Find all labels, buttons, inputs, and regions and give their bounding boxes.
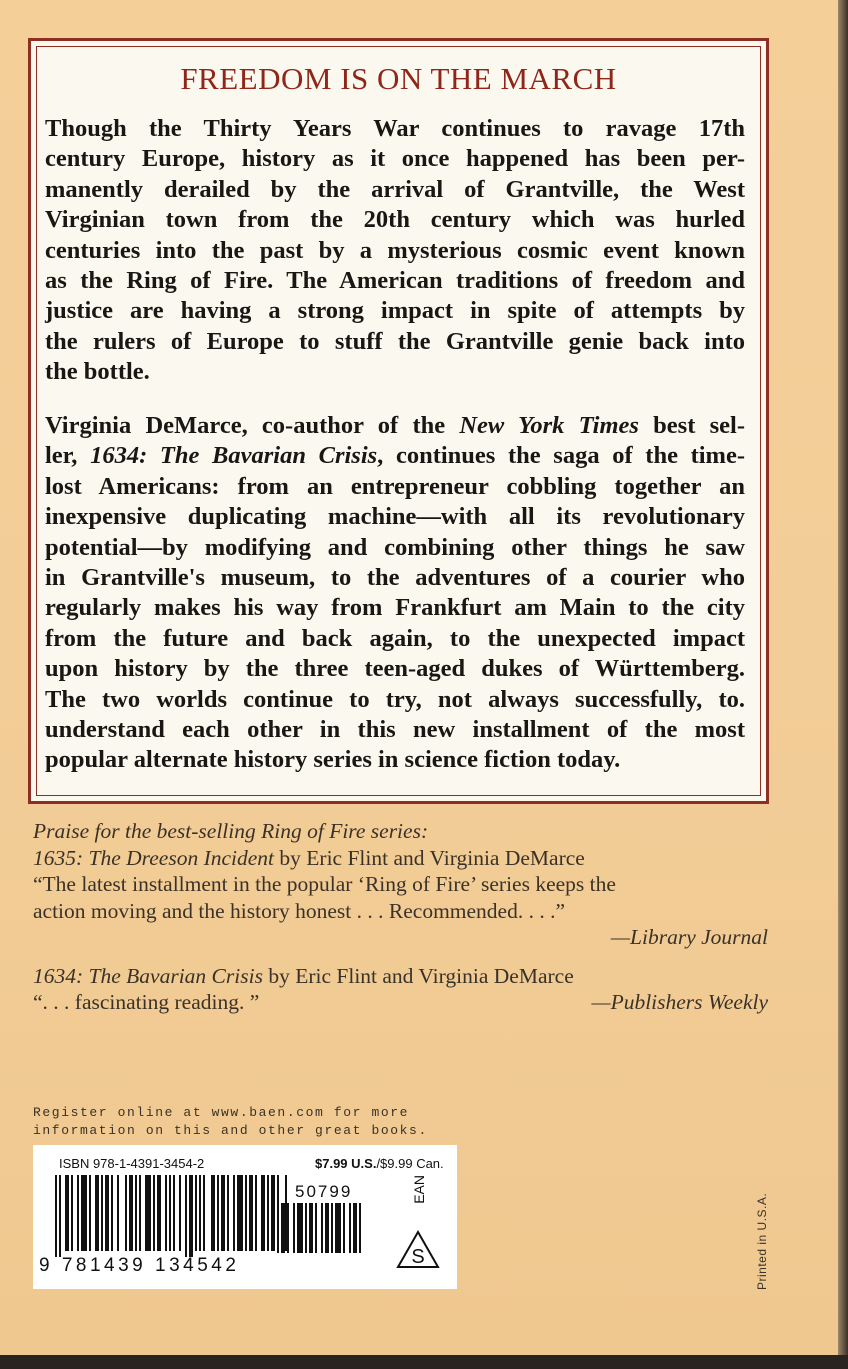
barcode-bar [81,1175,87,1251]
book-title: 1634: The Bavarian Crisis [33,963,263,988]
text: ler, [45,442,91,470]
barcode-bar [139,1175,141,1251]
barcode-bar [335,1203,341,1253]
barcode-bar [305,1203,307,1253]
barcode-bar [55,1175,57,1257]
book-title: 1635: The Dreeson Incident [33,845,275,870]
blurb-line: The two worlds continue to try, not always successfully, to. [45,685,745,713]
blurb-line: lost Americans: from an entrepreneur cobbling together an [45,472,745,500]
barcode-bar [221,1175,225,1251]
blurb-line: in Grantville's museum, to the adventures of a courier who [45,564,745,592]
barcode-bar [203,1175,205,1251]
barcode-bar [309,1203,313,1253]
barcode-bar [287,1203,289,1253]
barcode-bar [157,1175,161,1251]
barcode-bar [95,1175,99,1251]
barcode-bar [145,1175,151,1251]
blurb-line [45,411,745,441]
barcode-bar [117,1175,119,1251]
barcode-bar [105,1175,109,1251]
barcode-bar [189,1175,193,1257]
blurb-line: regularly makes his way from Frankfurt am Main to the city [45,594,745,622]
barcode-bar [173,1175,175,1251]
praise-section [33,818,768,1016]
barcode-box [33,1145,457,1289]
barcode-bar [217,1175,219,1251]
barcode-bar [165,1175,167,1251]
barcode-bar [349,1203,351,1253]
blurb-line: from the future and back again, to the unexpected impact [45,624,745,652]
blurb-line: Though the Thirty Years War continues to ravage 17th [45,115,745,142]
blurb-line: understand each other in this new installment of the most [45,716,745,744]
blurb-line: centuries into the past by a mysterious cosmic event known [45,236,745,264]
ean-label: EAN [411,1175,427,1204]
blurb-frame [28,38,769,804]
barcode-bar [179,1175,181,1251]
barcode-bar [297,1203,303,1253]
blurb-line [45,441,745,471]
barcode-bar [353,1203,357,1253]
barcode-digits: 9 781439 134542 [39,1255,240,1276]
price-can: /$9.99 Can. [376,1156,444,1171]
barcode-bar [153,1175,155,1251]
headline: FREEDOM IS ON THE MARCH [180,61,617,96]
isbn-number: ISBN 978-1-4391-3454-2 [59,1156,205,1171]
text: Virginia DeMarce, co-author of the [45,412,460,439]
blurb-line: century Europe, history as it once happened has been per- [45,145,745,173]
barcode-bar [271,1175,275,1251]
printed-in-label: Printed in U.S.A. [755,1192,769,1290]
barcode-bar [267,1175,269,1251]
price-label [315,1156,444,1171]
ean-barcode-bars [55,1175,287,1257]
barcode-bar [65,1175,69,1251]
barcode-bar [343,1203,345,1253]
barcode-bar [129,1175,133,1251]
barcode-bar [211,1175,215,1251]
addon-price-code: 50799 [295,1182,353,1201]
barcode-bar [325,1203,329,1253]
barcode-bar [233,1175,235,1251]
quote-source: —Library Journal [610,925,768,949]
text: , continues the saga of the time- [377,442,745,470]
newspaper-title: New York Times [459,412,639,439]
blurb-line: upon history by the three teen-aged dukes of Württemberg. [45,655,745,683]
barcode-bar [135,1175,137,1251]
barcode-bar [293,1203,295,1253]
text: best sel- [638,412,745,439]
quote-source: —Publishers Weekly [591,990,768,1014]
praise-book-1 [33,845,768,872]
barcode-bar [59,1175,61,1257]
svg-text:S: S [411,1246,425,1268]
book-title: 1634: The Bavarian Crisis [90,442,378,470]
barcode-bar [111,1175,113,1251]
blurb-line: the bottle. [45,358,150,386]
quote-line: action moving and the history honest . . . Recommended. . . .” [33,898,566,923]
barcode-bar [195,1175,197,1251]
blurb-paragraph-2 [45,411,745,776]
barcode-bar [125,1175,127,1251]
barcode-bar [237,1175,243,1251]
authors: by Eric Flint and Virginia DeMarce [262,963,574,988]
blurb-line: the rulers of Europe to stuff the Grantville genie back into [45,327,745,355]
praise-book-2 [33,963,768,990]
barcode-bar [89,1175,91,1251]
barcode-bar [101,1175,103,1251]
blurb-line: popular alternate history series in science fiction today. [45,746,621,774]
praise-intro: Praise for the best-selling Ring of Fire series: [33,819,429,843]
barcode-bar [71,1175,73,1251]
register-notice [33,1104,428,1140]
barcode-bar [281,1203,285,1253]
barcode-bar [77,1175,79,1251]
blurb-line: as the Ring of Fire. The American traditions of freedom and [45,267,745,295]
barcode-bar [331,1203,333,1253]
barcode-bar [255,1175,257,1251]
price-us: $7.99 U.S. [315,1156,377,1171]
barcode-bar [359,1203,361,1253]
barcode-bar [321,1203,323,1253]
addon-barcode-bars [277,1203,377,1259]
barcode-bar [261,1175,265,1251]
blurb-line: manently derailed by the arrival of Grantville, the West [45,175,745,203]
blurb-paragraph-1 [45,114,745,388]
quote-line: “The latest installment in the popular ‘Ring of Fire’ series keeps the [33,872,616,896]
quote-line: “. . . fascinating reading. ” [33,990,260,1014]
barcode-bar [227,1175,229,1251]
quote-row [33,989,768,1016]
barcode-bar [277,1203,279,1253]
register-line: Register online at www.baen.com for more [33,1105,410,1120]
spacer [33,951,768,963]
s-triangle-logo-icon [395,1229,441,1271]
blurb-line: potential—by modifying and combining other things he saw [45,533,745,561]
barcode-bar [249,1175,253,1251]
blurb-line: justice are having a strong impact in spite of attempts by [45,297,745,325]
register-line: information on this and other great books. [33,1123,428,1138]
barcode-bar [315,1203,317,1253]
blurb-line: Virginian town from the 20th century which was hurled [45,206,745,234]
authors: by Eric Flint and Virginia DeMarce [274,845,585,870]
blurb-line: inexpensive duplicating machine—with all its revolutionary [45,503,745,531]
barcode-bar [245,1175,247,1251]
barcode-bar [169,1175,171,1251]
barcode-bar [185,1175,187,1257]
barcode-bar [199,1175,201,1251]
